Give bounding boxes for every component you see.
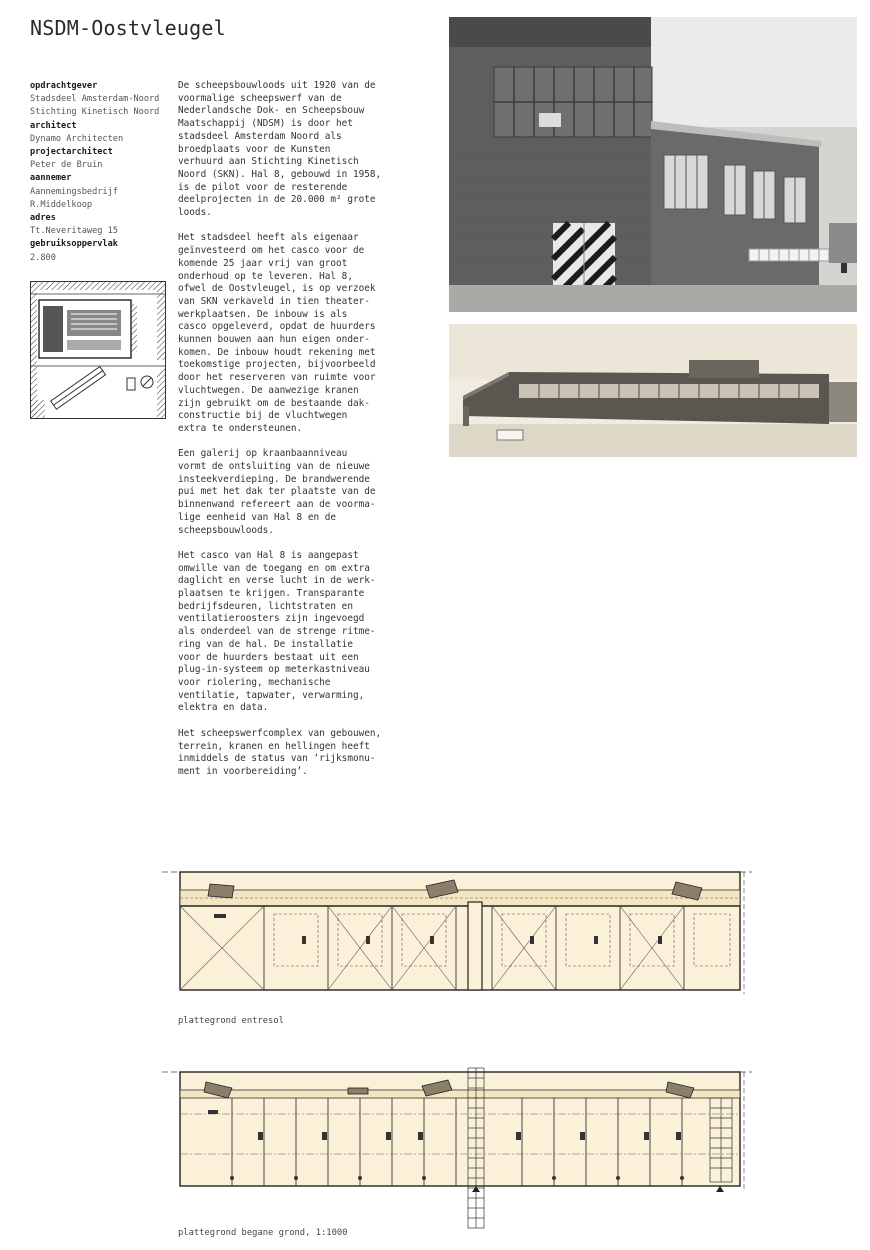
credit-value: Peter de Bruin bbox=[30, 160, 103, 171]
page-title: NSDM-Oostvleugel bbox=[30, 16, 226, 40]
credit-value: Stadsdeel Amsterdam-Noord bbox=[30, 94, 160, 105]
credit-label: adres bbox=[30, 213, 56, 224]
credit-value: Stichting Kinetisch Noord bbox=[30, 107, 160, 118]
project-credits bbox=[30, 80, 170, 265]
body-paragraph: Het stadsdeel heeft als eigenaar geïnvesteerd om het casco voor de komende 25 jaar vrij van groot onderhoud op te leveren. Hal 8, ofwel de Oostvleugel, is op verzoek van SKN verkaveld in tien theater- werkplaatsen. De inbouw is als casco opgeleverd, opdat de huurders kunnen bouwen aan hun eigen onder- komen. De inbouw houdt rekening met toekomstige projecten, bijvoorbeeld door het reserveren van ruimte voor vluchtwegen. De aanwezige kranen zijn gebruikt om de bestaande dak- constructie bij de vluchtwegen extra te ondersteunen. bbox=[178, 232, 376, 434]
credit-value: Dynamo Architecten bbox=[30, 133, 124, 144]
credit-label: aannemer bbox=[30, 173, 72, 184]
hall-facade-photo bbox=[449, 17, 857, 312]
credit-value: R.Middelkoop bbox=[30, 199, 93, 210]
credit-label: gebruiksoppervlak bbox=[30, 239, 118, 250]
body-paragraph: De scheepsbouwloods uit 1920 van de voormalige scheepswerf van de Nederlandsche Dok- en Scheepsbouw Maatschappij (NDSM) is door het stadsdeel Amsterdam Noord als broedplaats voor de Kunsten verhuurd aan Stichting Kinetisch Noord (SKN). Hal 8, gebouwd in 1958, is de pilot voor de resterende deelprojecten in de 20.000 m² grote loods. bbox=[178, 80, 382, 219]
credit-value: Aannemingsbedrijf bbox=[30, 186, 118, 197]
site-plan-drawing bbox=[30, 281, 166, 419]
credit-label: projectarchitect bbox=[30, 147, 113, 158]
credit-value: 2.800 bbox=[30, 252, 56, 263]
article-body bbox=[178, 80, 418, 791]
credit-label: architect bbox=[30, 120, 77, 131]
body-paragraph: Een galerij op kraanbaanniveau vormt de ontsluiting van de nieuwe insteekverdieping. De brandwerende pui met het dak ter plaatste van de binnenwand refereert aan de voorma- lige eenheid van Hal 8 en de scheepsbouwloods. bbox=[178, 448, 376, 536]
hall-panorama-photo bbox=[449, 324, 857, 457]
floor-plan-ground-floor bbox=[162, 1068, 752, 1230]
floor-plan-entresol bbox=[162, 866, 752, 998]
body-paragraph: Het scheepswerfcomplex van gebouwen, terrein, kranen en hellingen heeft inmiddels de status van ‘rijksmonu- ment in voorbereiding’. bbox=[178, 727, 382, 777]
caption-entresol: plattegrond entresol bbox=[178, 1016, 284, 1026]
credit-label: opdrachtgever bbox=[30, 81, 98, 91]
credit-value: Tt.Neveritaweg 15 bbox=[30, 226, 118, 237]
body-paragraph: Het casco van Hal 8 is aangepast omwille van de toegang en om extra daglicht en verse lucht in de werk- plaatsen te krijgen. Transparante bedrijfsdeuren, lichtstraten en ventilatieroosters zijn ingevoegd als onderdeel van de strenge ritme- ring van de hal. De installatie voor de huurders bestaat uit een plug-in-systeem op meterkastniveau voor riolering, mechanische ventilatie, tapwater, verwarming, elektra en data. bbox=[178, 549, 376, 714]
caption-ground-floor: plattegrond begane grond, 1:1000 bbox=[178, 1228, 348, 1238]
